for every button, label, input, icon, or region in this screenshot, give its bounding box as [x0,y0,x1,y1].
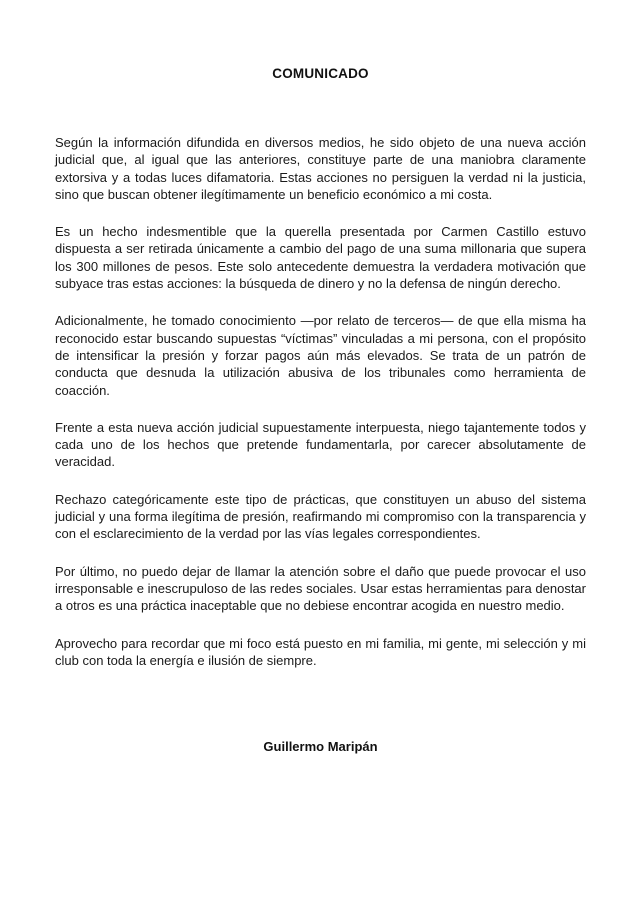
paragraph-intro: Según la información difundida en diversos medios, he sido objeto de una nueva acción judicial que, al igual que las anteriores, constituye parte de una maniobra claramente extorsiva y a todas luces difamatoria. Estas acciones no persiguen la verdad ni la justicia, sino que buscan obtener ilegítimamente un beneficio económico a mi costa. [55,135,586,202]
document-title: COMUNICADO [272,66,369,81]
paragraph-terceros: Adicionalmente, he tomado conocimiento —por relato de terceros— de que ella misma ha reconocido estar buscando supuestas “víctimas” vinculadas a mi persona, con el propósito de intensificar la presión y forzar pagos aún más elevados. Se trata de un patrón de conducta que desnuda la utilización abusiva de los tribunales como herramienta de coacción. [55,313,586,398]
paragraph-redes-sociales: Por último, no puedo dejar de llamar la atención sobre el daño que puede provocar el uso irresponsable e inescrupuloso de las redes sociales. Usar estas herramientas para denostar a otros es una práctica inaceptable que no debiese encontrar acogida en nuestro medio. [55,563,586,614]
paragraph-negacion: Frente a esta nueva acción judicial supuestamente interpuesta, niego tajantemente todos y cada uno de los hechos que pretende fundamentarla, por carecer absolutamente de veracidad. [55,419,586,470]
paragraph-cierre: Aprovecho para recordar que mi foco está puesto en mi familia, mi gente, mi selección y mi club con toda la energía e ilusión de siempre. [55,635,586,668]
paragraph-querella: Es un hecho indesmentible que la querella presentada por Carmen Castillo estuvo dispuesta a ser retirada únicamente a cambio del pago de una suma millonaria que supera los 300 millones de pesos. Este solo antecedente demuestra la verdadera motivación que subyace tras estas acciones: la búsqueda de dinero y no la defensa de ningún derecho. [55,224,586,292]
document-body [55,134,586,669]
paragraph-rechazo: Rechazo categóricamente este tipo de prácticas, que constituyen un abuso del sistema judicial y una forma ilegítima de presión, reafirmando mi compromiso con la transparencia y con el esclarecimiento de la verdad por las vías legales correspondientes. [55,491,586,542]
signature: Guillermo Maripán [263,739,378,755]
